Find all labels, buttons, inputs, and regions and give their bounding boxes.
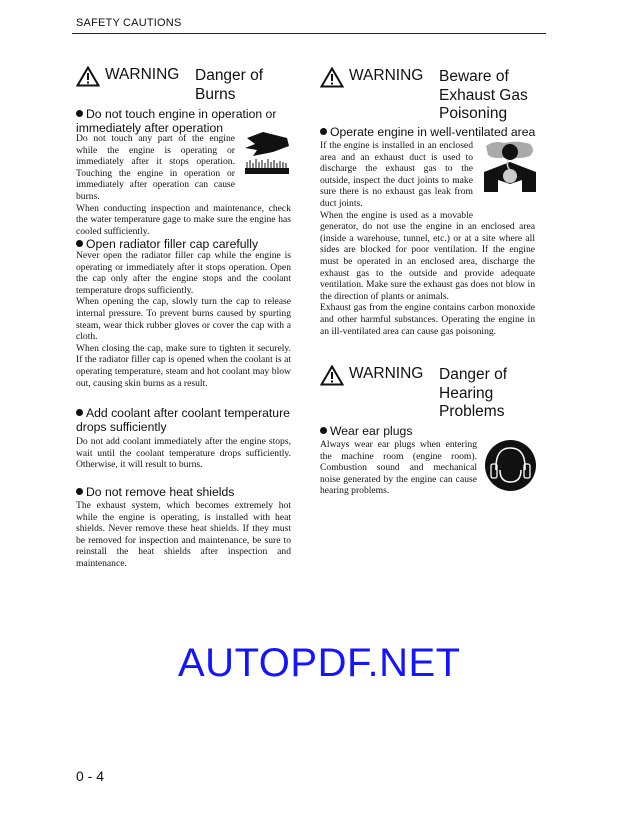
header-title: SAFETY CAUTIONS	[76, 17, 182, 29]
ear-protection-icon	[485, 440, 536, 491]
section-body	[76, 436, 291, 471]
paragraph: Do not add coolant immediately after the engine stops, wait until the coolant temperature drops sufficiently. Otherwise, it will result to burns.	[76, 436, 291, 471]
paragraph: When closing the cap, make sure to tighten it securely. If the radiator filler cap is opened when the coolant is at operating temperature, steam and hot coolant may blow out, causing skin burns as a result.	[76, 342, 291, 389]
warning-burns	[76, 66, 296, 106]
paragraph: Always wear ear plugs when entering the machine room (engine room). Combustion sound and mechanical noise generated by the engine can cause hearing problems.	[320, 439, 477, 497]
section-body	[76, 250, 291, 389]
bullet-icon	[76, 110, 83, 117]
warning-triangle-icon	[76, 66, 100, 87]
header-divider	[72, 33, 546, 34]
warning-triangle-icon	[320, 67, 344, 88]
section-heading-text: Do not remove heat shields	[86, 485, 235, 499]
warning-triangle-icon	[320, 365, 344, 386]
bullet-icon	[76, 488, 83, 495]
paragraph: Never open the radiator filler cap while the engine is operating or immediately after it stops operation. Open the cap only after the engine stops and the coolant temperature drops sufficiently.	[76, 250, 291, 296]
paragraph: Do not touch any part of the engine while the engine is operating or immediately after it stops operation. Touching the engine in operation or immediately after operation can cause burns.	[76, 133, 235, 202]
paragraph: When opening the cap, slowly turn the cap to release internal pressure. To prevent burns caused by spurting steam, wear thick rubber gloves or cover the cap with a cloth.	[76, 296, 291, 343]
paragraph: When conducting inspection and maintenance, check the water temperature gage to make sure the engine has cooled sufficiently.	[76, 202, 291, 237]
section-heading	[76, 485, 292, 499]
warning-hearing	[320, 365, 540, 423]
section-body	[76, 133, 291, 237]
section-heading-text: Wear ear plugs	[330, 424, 413, 438]
section-heading-text: Add coolant after coolant temperature drops sufficiently	[76, 406, 290, 434]
bullet-icon	[76, 240, 83, 247]
bullet-icon	[76, 409, 83, 416]
section-heading-text: Do not touch engine in operation or immediately after operation	[76, 107, 277, 135]
bullet-icon	[320, 128, 327, 135]
paragraph: The exhaust system, which becomes extremely hot while the engine is operating, is installed with heat shields. Never remove these heat shields. If they must be removed for inspection and maintenance, be sure to reinstall the heat shields after inspection and maintenance.	[76, 500, 291, 569]
warning-label: WARNING	[349, 67, 424, 84]
warning-label: WARNING	[349, 365, 424, 382]
warning-title: Danger of Burns	[195, 67, 264, 103]
page-number: 0 - 4	[76, 768, 105, 784]
section-body	[320, 439, 477, 497]
bullet-icon	[320, 427, 327, 434]
section-heading	[320, 125, 540, 139]
warning-title: Beware of Exhaust Gas Poisoning	[439, 68, 528, 122]
watermark: AUTOPDF.NET	[178, 641, 461, 685]
warning-label: WARNING	[105, 66, 180, 83]
paragraph: When the engine is used as a movable generator, do not use the engine in an enclosed area (inside a warehouse, tunnel, etc.) or at a site where all sides are blocked for poor ventilation. If the engine must be operated in an enclosed area, discharge the exhaust gas to the outside and provide adequate ventilation. Make sure the exhaust gas does not blow in the direction of plants or animals.	[320, 209, 535, 302]
warning-title: Danger of Hearing Problems	[439, 366, 508, 420]
section-heading-text: Operate engine in well-ventilated area	[330, 125, 536, 139]
section-heading	[320, 424, 540, 438]
section-heading	[76, 406, 292, 434]
warning-exhaust-gas	[320, 67, 540, 125]
section-body	[320, 140, 535, 337]
section-heading-text: Open radiator filler cap carefully	[86, 237, 259, 251]
section-body	[76, 500, 291, 570]
paragraph: Exhaust gas from the engine contains carbon monoxide and other harmful substances. Operating the engine in an ill-ventilated area can cause gas poisoning.	[320, 302, 535, 337]
section-heading	[76, 237, 292, 251]
paragraph: If the engine is installed in an enclosed area and an exhaust duct is used to discharge the exhaust gas to the outside, inspect the duct joints to make sure there is no exhaust gas leak from duct joints.	[320, 140, 473, 209]
